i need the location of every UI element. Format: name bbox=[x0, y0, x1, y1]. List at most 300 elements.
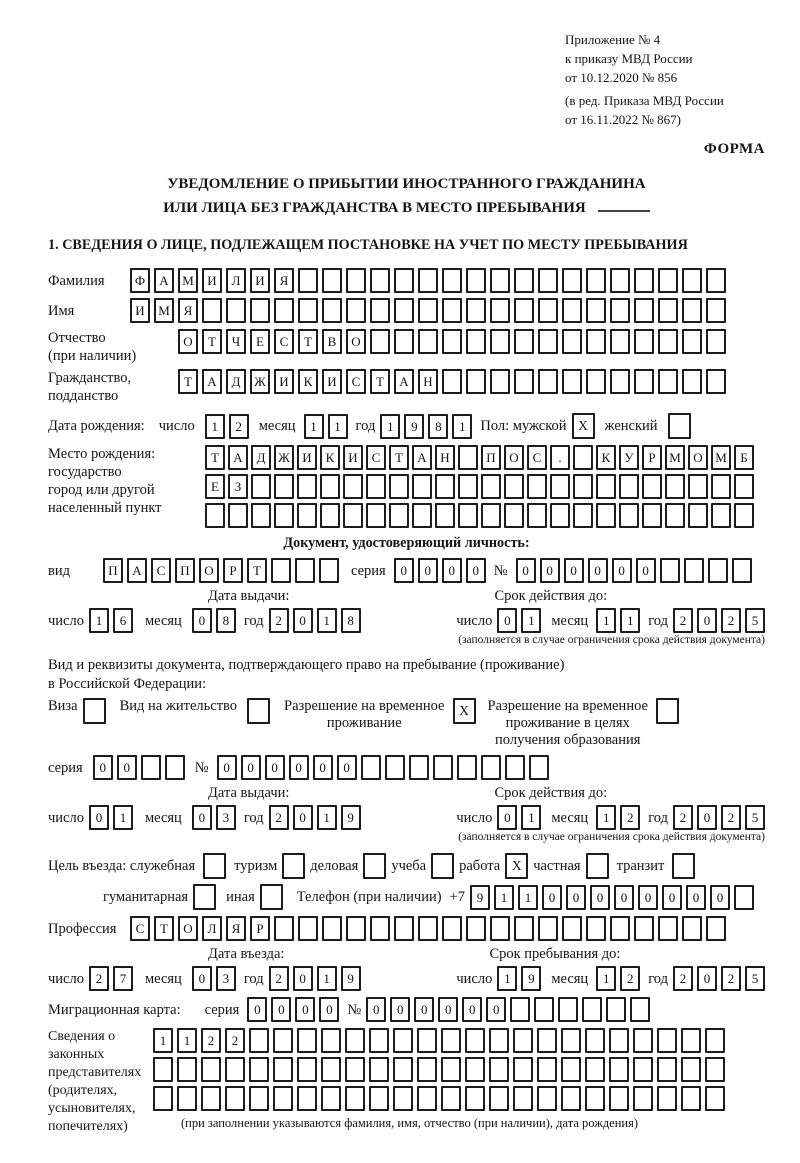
form-cell[interactable]: В bbox=[322, 329, 342, 354]
form-cell[interactable]: 9 bbox=[470, 885, 490, 910]
form-cell[interactable] bbox=[393, 1086, 413, 1111]
form-cell[interactable] bbox=[153, 1086, 173, 1111]
form-cell[interactable] bbox=[274, 298, 294, 323]
form-cell[interactable]: Р bbox=[223, 558, 243, 583]
form-cell[interactable]: 0 bbox=[614, 885, 634, 910]
form-cell[interactable]: 1 bbox=[89, 608, 109, 633]
form-cell[interactable]: А bbox=[228, 445, 248, 470]
form-cell[interactable]: 0 bbox=[390, 997, 410, 1022]
form-cell[interactable]: 1 bbox=[452, 414, 472, 439]
form-cell[interactable]: Ж bbox=[250, 369, 270, 394]
form-cell[interactable]: 0 bbox=[192, 966, 212, 991]
form-cell[interactable]: 0 bbox=[542, 885, 562, 910]
form-cell[interactable]: 0 bbox=[247, 997, 267, 1022]
form-cell[interactable] bbox=[442, 369, 462, 394]
form-cell[interactable]: 8 bbox=[216, 608, 236, 633]
form-cell[interactable]: О bbox=[178, 916, 198, 941]
form-cell[interactable]: А bbox=[202, 369, 222, 394]
form-cell[interactable]: Т bbox=[389, 445, 409, 470]
form-cell[interactable] bbox=[228, 503, 248, 528]
form-cell[interactable] bbox=[586, 916, 606, 941]
form-cell[interactable] bbox=[585, 1086, 605, 1111]
form-cell[interactable] bbox=[610, 329, 630, 354]
form-cell[interactable] bbox=[573, 474, 593, 499]
form-cell[interactable] bbox=[141, 755, 161, 780]
form-cell[interactable] bbox=[596, 474, 616, 499]
form-cell[interactable] bbox=[165, 755, 185, 780]
form-cell[interactable]: Т bbox=[205, 445, 225, 470]
form-cell[interactable] bbox=[561, 1057, 581, 1082]
form-cell[interactable] bbox=[582, 997, 602, 1022]
purpose-tourism-checkbox[interactable] bbox=[282, 853, 305, 879]
form-cell[interactable]: 0 bbox=[241, 755, 261, 780]
temp-residence-edu-checkbox[interactable] bbox=[656, 698, 679, 724]
form-cell[interactable] bbox=[418, 916, 438, 941]
form-cell[interactable] bbox=[361, 755, 381, 780]
form-cell[interactable]: Т bbox=[298, 329, 318, 354]
form-cell[interactable] bbox=[513, 1086, 533, 1111]
form-cell[interactable]: Ж bbox=[274, 445, 294, 470]
form-cell[interactable] bbox=[537, 1028, 557, 1053]
form-cell[interactable] bbox=[504, 474, 524, 499]
form-cell[interactable] bbox=[370, 329, 390, 354]
form-cell[interactable] bbox=[705, 1086, 725, 1111]
form-cell[interactable] bbox=[435, 503, 455, 528]
form-cell[interactable]: 0 bbox=[289, 755, 309, 780]
form-cell[interactable] bbox=[682, 916, 702, 941]
form-cell[interactable] bbox=[320, 474, 340, 499]
form-cell[interactable]: 1 bbox=[317, 805, 337, 830]
form-cell[interactable]: 0 bbox=[438, 997, 458, 1022]
form-cell[interactable] bbox=[442, 916, 462, 941]
form-cell[interactable]: 0 bbox=[540, 558, 560, 583]
form-cell[interactable] bbox=[298, 916, 318, 941]
form-cell[interactable]: Т bbox=[247, 558, 267, 583]
form-cell[interactable]: А bbox=[394, 369, 414, 394]
form-cell[interactable]: Я bbox=[274, 268, 294, 293]
form-cell[interactable] bbox=[705, 1028, 725, 1053]
form-cell[interactable]: 0 bbox=[662, 885, 682, 910]
form-cell[interactable] bbox=[527, 474, 547, 499]
form-cell[interactable] bbox=[734, 503, 754, 528]
form-cell[interactable]: 0 bbox=[293, 966, 313, 991]
form-cell[interactable]: 0 bbox=[414, 997, 434, 1022]
form-cell[interactable] bbox=[642, 503, 662, 528]
form-cell[interactable] bbox=[706, 298, 726, 323]
form-cell[interactable] bbox=[706, 369, 726, 394]
form-cell[interactable]: К bbox=[320, 445, 340, 470]
form-cell[interactable]: 2 bbox=[229, 414, 249, 439]
form-cell[interactable]: Р bbox=[250, 916, 270, 941]
form-cell[interactable] bbox=[466, 268, 486, 293]
form-cell[interactable]: 0 bbox=[313, 755, 333, 780]
form-cell[interactable] bbox=[490, 268, 510, 293]
form-cell[interactable] bbox=[271, 558, 291, 583]
form-cell[interactable] bbox=[441, 1028, 461, 1053]
form-cell[interactable]: 2 bbox=[269, 966, 289, 991]
form-cell[interactable]: И bbox=[274, 369, 294, 394]
form-cell[interactable]: М bbox=[711, 445, 731, 470]
form-cell[interactable] bbox=[681, 1057, 701, 1082]
form-cell[interactable] bbox=[466, 369, 486, 394]
form-cell[interactable]: Д bbox=[226, 369, 246, 394]
form-cell[interactable]: 1 bbox=[518, 885, 538, 910]
form-cell[interactable]: 0 bbox=[89, 805, 109, 830]
form-cell[interactable]: 1 bbox=[177, 1028, 197, 1053]
form-cell[interactable] bbox=[369, 1086, 389, 1111]
form-cell[interactable] bbox=[490, 298, 510, 323]
form-cell[interactable] bbox=[412, 474, 432, 499]
form-cell[interactable] bbox=[442, 268, 462, 293]
form-cell[interactable]: Т bbox=[202, 329, 222, 354]
form-cell[interactable] bbox=[658, 298, 678, 323]
form-cell[interactable]: З bbox=[228, 474, 248, 499]
form-cell[interactable] bbox=[394, 298, 414, 323]
form-cell[interactable] bbox=[321, 1086, 341, 1111]
form-cell[interactable] bbox=[550, 503, 570, 528]
form-cell[interactable] bbox=[418, 268, 438, 293]
form-cell[interactable]: С bbox=[151, 558, 171, 583]
form-cell[interactable]: 1 bbox=[497, 966, 517, 991]
form-cell[interactable] bbox=[534, 997, 554, 1022]
form-cell[interactable] bbox=[665, 503, 685, 528]
form-cell[interactable] bbox=[682, 369, 702, 394]
form-cell[interactable]: 3 bbox=[216, 805, 236, 830]
form-cell[interactable]: Ч bbox=[226, 329, 246, 354]
form-cell[interactable] bbox=[585, 1057, 605, 1082]
form-cell[interactable] bbox=[442, 298, 462, 323]
form-cell[interactable] bbox=[513, 1028, 533, 1053]
form-cell[interactable] bbox=[706, 329, 726, 354]
form-cell[interactable] bbox=[298, 298, 318, 323]
form-cell[interactable]: 1 bbox=[205, 414, 225, 439]
form-cell[interactable] bbox=[153, 1057, 173, 1082]
form-cell[interactable] bbox=[586, 298, 606, 323]
form-cell[interactable]: 9 bbox=[521, 966, 541, 991]
form-cell[interactable] bbox=[409, 755, 429, 780]
form-cell[interactable] bbox=[466, 298, 486, 323]
form-cell[interactable]: 1 bbox=[596, 966, 616, 991]
form-cell[interactable] bbox=[538, 916, 558, 941]
form-cell[interactable]: И bbox=[297, 445, 317, 470]
form-cell[interactable]: С bbox=[527, 445, 547, 470]
form-cell[interactable] bbox=[321, 1028, 341, 1053]
form-cell[interactable] bbox=[610, 268, 630, 293]
form-cell[interactable] bbox=[458, 503, 478, 528]
form-cell[interactable] bbox=[657, 1057, 677, 1082]
form-cell[interactable]: 0 bbox=[217, 755, 237, 780]
form-cell[interactable] bbox=[481, 474, 501, 499]
form-cell[interactable] bbox=[489, 1086, 509, 1111]
form-cell[interactable] bbox=[657, 1086, 677, 1111]
form-cell[interactable] bbox=[298, 268, 318, 293]
form-cell[interactable] bbox=[225, 1057, 245, 1082]
form-cell[interactable]: 0 bbox=[293, 805, 313, 830]
form-cell[interactable]: П bbox=[175, 558, 195, 583]
form-cell[interactable] bbox=[457, 755, 477, 780]
form-cell[interactable]: 5 bbox=[745, 608, 765, 633]
form-cell[interactable]: Т bbox=[370, 369, 390, 394]
form-cell[interactable] bbox=[538, 268, 558, 293]
form-cell[interactable]: 2 bbox=[673, 805, 693, 830]
form-cell[interactable] bbox=[665, 474, 685, 499]
form-cell[interactable] bbox=[658, 329, 678, 354]
form-cell[interactable]: 2 bbox=[620, 805, 640, 830]
form-cell[interactable]: И bbox=[250, 268, 270, 293]
form-cell[interactable]: 2 bbox=[201, 1028, 221, 1053]
form-cell[interactable] bbox=[343, 503, 363, 528]
form-cell[interactable]: 0 bbox=[418, 558, 438, 583]
form-cell[interactable]: 9 bbox=[341, 966, 361, 991]
form-cell[interactable] bbox=[619, 503, 639, 528]
form-cell[interactable] bbox=[320, 503, 340, 528]
form-cell[interactable] bbox=[681, 1028, 701, 1053]
form-cell[interactable] bbox=[418, 329, 438, 354]
form-cell[interactable] bbox=[514, 329, 534, 354]
form-cell[interactable] bbox=[250, 298, 270, 323]
form-cell[interactable] bbox=[297, 1028, 317, 1053]
form-cell[interactable] bbox=[682, 268, 702, 293]
form-cell[interactable]: И bbox=[130, 298, 150, 323]
form-cell[interactable] bbox=[658, 916, 678, 941]
form-cell[interactable]: О bbox=[178, 329, 198, 354]
form-cell[interactable] bbox=[550, 474, 570, 499]
title-blank-line[interactable] bbox=[598, 210, 650, 212]
form-cell[interactable]: 0 bbox=[710, 885, 730, 910]
form-cell[interactable] bbox=[295, 558, 315, 583]
purpose-private-checkbox[interactable] bbox=[586, 853, 609, 879]
form-cell[interactable] bbox=[417, 1057, 437, 1082]
form-cell[interactable] bbox=[706, 268, 726, 293]
form-cell[interactable] bbox=[609, 1086, 629, 1111]
form-cell[interactable]: С bbox=[346, 369, 366, 394]
form-cell[interactable]: П bbox=[481, 445, 501, 470]
form-cell[interactable] bbox=[297, 1057, 317, 1082]
form-cell[interactable]: К bbox=[596, 445, 616, 470]
form-cell[interactable]: 1 bbox=[596, 805, 616, 830]
form-cell[interactable] bbox=[573, 503, 593, 528]
form-cell[interactable] bbox=[537, 1086, 557, 1111]
form-cell[interactable]: 2 bbox=[721, 608, 741, 633]
purpose-work-checkbox[interactable]: X bbox=[505, 853, 528, 879]
form-cell[interactable]: 0 bbox=[462, 997, 482, 1022]
form-cell[interactable] bbox=[370, 268, 390, 293]
form-cell[interactable] bbox=[369, 1028, 389, 1053]
form-cell[interactable]: 9 bbox=[341, 805, 361, 830]
form-cell[interactable] bbox=[249, 1028, 269, 1053]
form-cell[interactable]: А bbox=[154, 268, 174, 293]
form-cell[interactable]: Н bbox=[418, 369, 438, 394]
form-cell[interactable] bbox=[385, 755, 405, 780]
form-cell[interactable] bbox=[681, 1086, 701, 1111]
form-cell[interactable]: П bbox=[103, 558, 123, 583]
form-cell[interactable]: Т bbox=[154, 916, 174, 941]
form-cell[interactable] bbox=[370, 298, 390, 323]
form-cell[interactable] bbox=[633, 1086, 653, 1111]
form-cell[interactable] bbox=[346, 916, 366, 941]
form-cell[interactable] bbox=[251, 474, 271, 499]
form-cell[interactable] bbox=[585, 1028, 605, 1053]
form-cell[interactable] bbox=[201, 1057, 221, 1082]
form-cell[interactable] bbox=[514, 298, 534, 323]
form-cell[interactable] bbox=[205, 503, 225, 528]
form-cell[interactable] bbox=[527, 503, 547, 528]
form-cell[interactable]: 1 bbox=[596, 608, 616, 633]
form-cell[interactable] bbox=[465, 1086, 485, 1111]
form-cell[interactable]: 0 bbox=[293, 608, 313, 633]
form-cell[interactable] bbox=[708, 558, 728, 583]
form-cell[interactable]: 1 bbox=[494, 885, 514, 910]
form-cell[interactable] bbox=[417, 1028, 437, 1053]
form-cell[interactable] bbox=[393, 1028, 413, 1053]
form-cell[interactable] bbox=[297, 503, 317, 528]
form-cell[interactable] bbox=[465, 1028, 485, 1053]
form-cell[interactable]: 0 bbox=[117, 755, 137, 780]
form-cell[interactable] bbox=[346, 298, 366, 323]
form-cell[interactable] bbox=[684, 558, 704, 583]
form-cell[interactable] bbox=[322, 268, 342, 293]
sex-male-checkbox[interactable]: X bbox=[572, 413, 595, 439]
form-cell[interactable] bbox=[619, 474, 639, 499]
form-cell[interactable] bbox=[634, 268, 654, 293]
form-cell[interactable]: 0 bbox=[319, 997, 339, 1022]
form-cell[interactable] bbox=[706, 916, 726, 941]
form-cell[interactable] bbox=[345, 1028, 365, 1053]
form-cell[interactable]: 8 bbox=[341, 608, 361, 633]
form-cell[interactable] bbox=[562, 298, 582, 323]
purpose-study-checkbox[interactable] bbox=[431, 853, 454, 879]
form-cell[interactable]: 0 bbox=[497, 608, 517, 633]
purpose-other-checkbox[interactable] bbox=[260, 884, 283, 910]
form-cell[interactable] bbox=[660, 558, 680, 583]
form-cell[interactable]: 0 bbox=[516, 558, 536, 583]
form-cell[interactable] bbox=[561, 1028, 581, 1053]
form-cell[interactable]: Я bbox=[178, 298, 198, 323]
form-cell[interactable] bbox=[586, 369, 606, 394]
form-cell[interactable] bbox=[297, 1086, 317, 1111]
form-cell[interactable]: 1 bbox=[317, 608, 337, 633]
purpose-transit-checkbox[interactable] bbox=[672, 853, 695, 879]
form-cell[interactable]: 2 bbox=[620, 966, 640, 991]
form-cell[interactable]: 2 bbox=[269, 608, 289, 633]
form-cell[interactable]: О bbox=[688, 445, 708, 470]
form-cell[interactable] bbox=[490, 916, 510, 941]
form-cell[interactable] bbox=[610, 916, 630, 941]
form-cell[interactable]: 0 bbox=[93, 755, 113, 780]
form-cell[interactable]: 1 bbox=[113, 805, 133, 830]
form-cell[interactable] bbox=[504, 503, 524, 528]
form-cell[interactable] bbox=[226, 298, 246, 323]
form-cell[interactable]: И bbox=[202, 268, 222, 293]
form-cell[interactable] bbox=[606, 997, 626, 1022]
form-cell[interactable]: И bbox=[343, 445, 363, 470]
form-cell[interactable]: У bbox=[619, 445, 639, 470]
form-cell[interactable] bbox=[538, 369, 558, 394]
form-cell[interactable] bbox=[634, 329, 654, 354]
form-cell[interactable] bbox=[321, 1057, 341, 1082]
form-cell[interactable] bbox=[510, 997, 530, 1022]
form-cell[interactable]: . bbox=[550, 445, 570, 470]
form-cell[interactable]: 0 bbox=[697, 805, 717, 830]
form-cell[interactable]: К bbox=[298, 369, 318, 394]
form-cell[interactable] bbox=[658, 268, 678, 293]
temp-residence-checkbox[interactable]: X bbox=[453, 698, 476, 724]
form-cell[interactable] bbox=[642, 474, 662, 499]
form-cell[interactable] bbox=[657, 1028, 677, 1053]
form-cell[interactable] bbox=[273, 1028, 293, 1053]
form-cell[interactable]: Я bbox=[226, 916, 246, 941]
form-cell[interactable] bbox=[274, 916, 294, 941]
form-cell[interactable] bbox=[711, 503, 731, 528]
form-cell[interactable]: 0 bbox=[636, 558, 656, 583]
form-cell[interactable]: 1 bbox=[153, 1028, 173, 1053]
form-cell[interactable]: 0 bbox=[442, 558, 462, 583]
form-cell[interactable] bbox=[658, 369, 678, 394]
form-cell[interactable]: 6 bbox=[113, 608, 133, 633]
form-cell[interactable]: 1 bbox=[620, 608, 640, 633]
form-cell[interactable] bbox=[609, 1057, 629, 1082]
form-cell[interactable]: Л bbox=[226, 268, 246, 293]
form-cell[interactable] bbox=[346, 268, 366, 293]
form-cell[interactable] bbox=[630, 997, 650, 1022]
form-cell[interactable] bbox=[586, 329, 606, 354]
form-cell[interactable]: М bbox=[178, 268, 198, 293]
form-cell[interactable]: 0 bbox=[566, 885, 586, 910]
form-cell[interactable]: 2 bbox=[673, 608, 693, 633]
form-cell[interactable]: 1 bbox=[521, 805, 541, 830]
form-cell[interactable] bbox=[433, 755, 453, 780]
form-cell[interactable]: 0 bbox=[497, 805, 517, 830]
form-cell[interactable] bbox=[489, 1028, 509, 1053]
form-cell[interactable]: 0 bbox=[271, 997, 291, 1022]
form-cell[interactable]: 0 bbox=[612, 558, 632, 583]
form-cell[interactable] bbox=[562, 268, 582, 293]
form-cell[interactable] bbox=[610, 298, 630, 323]
form-cell[interactable]: 0 bbox=[638, 885, 658, 910]
purpose-official-checkbox[interactable] bbox=[203, 853, 226, 879]
form-cell[interactable] bbox=[688, 474, 708, 499]
form-cell[interactable]: Р bbox=[642, 445, 662, 470]
form-cell[interactable] bbox=[596, 503, 616, 528]
form-cell[interactable]: 0 bbox=[590, 885, 610, 910]
form-cell[interactable] bbox=[345, 1086, 365, 1111]
form-cell[interactable] bbox=[273, 1086, 293, 1111]
form-cell[interactable]: М bbox=[154, 298, 174, 323]
visa-checkbox[interactable] bbox=[83, 698, 106, 724]
form-cell[interactable] bbox=[490, 329, 510, 354]
form-cell[interactable] bbox=[734, 885, 754, 910]
form-cell[interactable] bbox=[418, 298, 438, 323]
form-cell[interactable] bbox=[393, 1057, 413, 1082]
form-cell[interactable]: 2 bbox=[721, 966, 741, 991]
form-cell[interactable] bbox=[490, 369, 510, 394]
form-cell[interactable] bbox=[505, 755, 525, 780]
purpose-humanitarian-checkbox[interactable] bbox=[193, 884, 216, 910]
form-cell[interactable]: 0 bbox=[265, 755, 285, 780]
sex-female-checkbox[interactable] bbox=[668, 413, 691, 439]
form-cell[interactable] bbox=[412, 503, 432, 528]
form-cell[interactable]: 0 bbox=[686, 885, 706, 910]
form-cell[interactable] bbox=[366, 474, 386, 499]
form-cell[interactable] bbox=[538, 298, 558, 323]
form-cell[interactable]: М bbox=[665, 445, 685, 470]
form-cell[interactable] bbox=[394, 916, 414, 941]
form-cell[interactable]: 1 bbox=[521, 608, 541, 633]
form-cell[interactable]: 1 bbox=[328, 414, 348, 439]
form-cell[interactable]: 1 bbox=[317, 966, 337, 991]
form-cell[interactable] bbox=[558, 997, 578, 1022]
form-cell[interactable] bbox=[609, 1028, 629, 1053]
